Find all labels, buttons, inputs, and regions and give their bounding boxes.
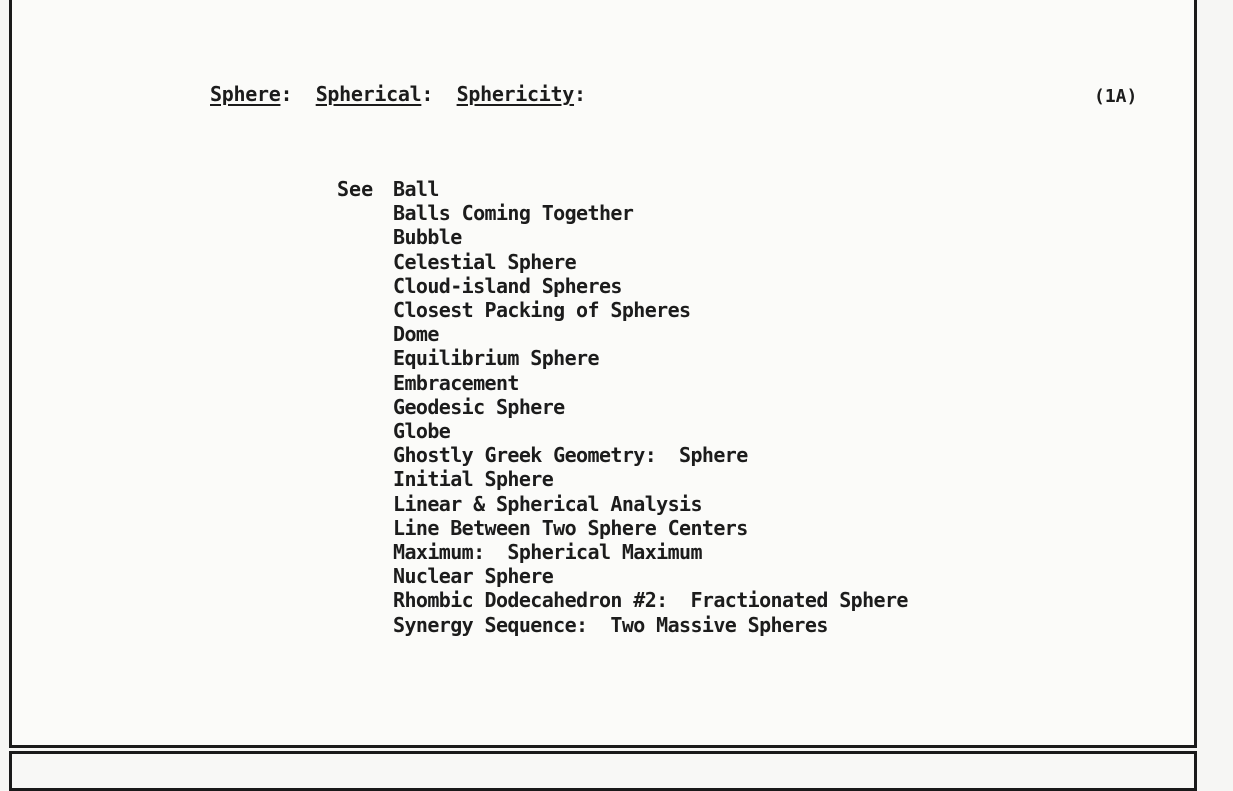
heading-term-sphericity: Sphericity — [456, 82, 575, 106]
cross-reference-item: Closest Packing of Spheres — [393, 298, 691, 323]
heading-term-spherical: Spherical — [315, 82, 422, 106]
heading-separator: : — [421, 82, 434, 106]
entry-heading — [210, 82, 586, 106]
cross-reference-item: Linear & Spherical Analysis — [393, 491, 702, 516]
heading-separator: : — [574, 82, 586, 106]
cross-reference-item: Bubble — [393, 225, 462, 250]
cross-reference-item: Globe — [393, 419, 451, 444]
cross-reference-item: Cloud-island Spheres — [393, 273, 622, 298]
cross-reference-item: Equilibrium Sphere — [393, 346, 599, 371]
cross-reference-item: Balls Coming Together — [393, 201, 634, 226]
cross-reference-item: Initial Sphere — [393, 467, 554, 492]
next-index-card-edge — [9, 751, 1197, 791]
cross-reference-item: Ball — [393, 177, 439, 201]
cross-reference-item: Geodesic Sphere — [393, 394, 565, 419]
cross-reference-item: Ghostly Greek Geometry: Sphere — [393, 443, 748, 468]
see-label: See — [337, 177, 374, 201]
cross-reference-item: Maximum: Spherical Maximum — [393, 540, 702, 565]
cross-reference-item: Dome — [393, 322, 439, 347]
cross-reference-item: Line Between Two Sphere Centers — [393, 515, 748, 540]
cross-reference-item: Nuclear Sphere — [393, 564, 554, 589]
cross-reference-item: Celestial Sphere — [393, 249, 577, 274]
heading-term-sphere: Sphere — [210, 82, 281, 106]
cross-reference-item: Synergy Sequence: Two Massive Spheres — [393, 612, 828, 637]
cross-reference-list — [393, 177, 908, 637]
cross-reference-item: Embracement — [393, 370, 519, 395]
cross-reference-item: Rhombic Dodecahedron #2: Fractionated Sphere — [393, 588, 908, 613]
heading-separator: : — [280, 82, 293, 106]
card-code: (1A) — [1094, 86, 1138, 107]
